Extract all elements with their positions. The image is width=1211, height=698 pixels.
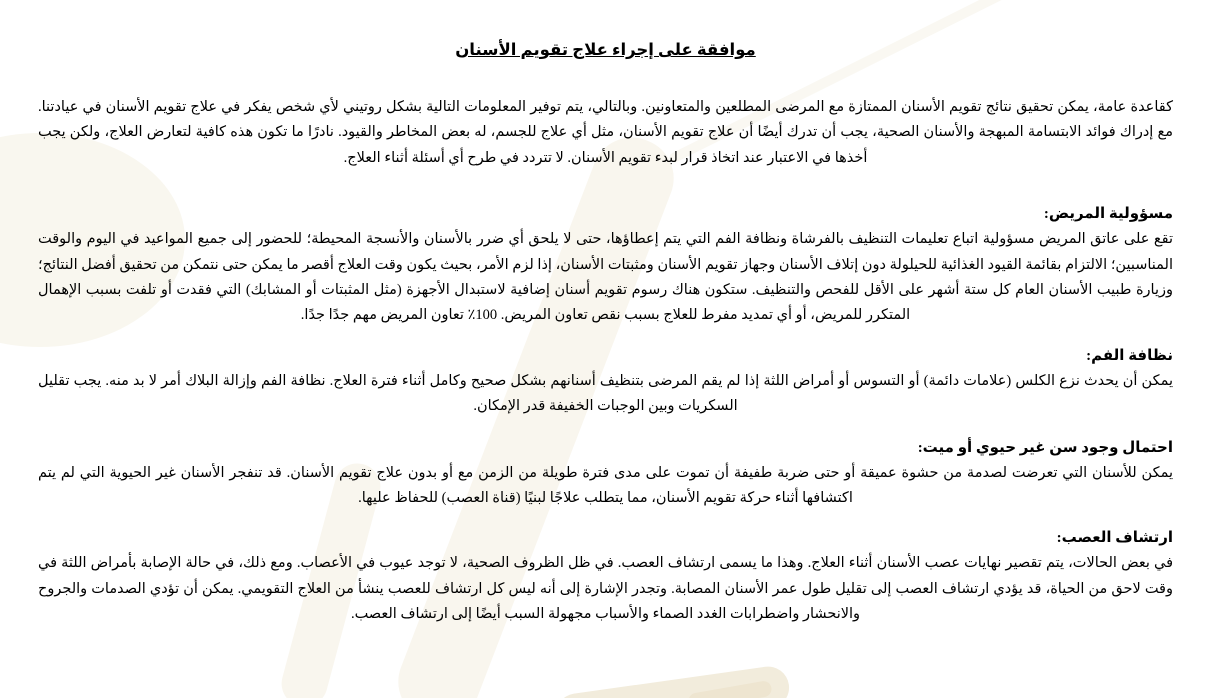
section-non-vital-tooth: [38, 436, 1173, 512]
section-heading-nerve-resorption: ارتشاف العصب:: [1056, 530, 1173, 547]
section-heading-oral-hygiene: نظافة الفم:: [1086, 347, 1173, 364]
section-heading-non-vital-tooth: احتمال وجود سن غير حيوي أو ميت:: [917, 439, 1173, 456]
section-body-oral-hygiene: يمكن أن يحدث نزع الكلس (علامات دائمة) أو التسوس أو أمراض اللثة إذا لم يقم المرضى بتنظيف أسنانهم بشكل صحيح وكامل أثناء فترة العلاج. نظافة الفم وإزالة البلاك أمر لا بد منه. يجب تقليل السكريات وبين الوجبات الخفيفة قدر الإمكان.: [38, 372, 1173, 415]
section-nerve-resorption: [38, 526, 1173, 627]
section-body-nerve-resorption: في بعض الحالات، يتم تقصير نهايات عصب الأسنان أثناء العلاج. وهذا ما يسمى ارتشاف العصب. في ظل الظروف الصحية، لا توجد عيوب في الأعصاب. ومع ذلك، في حالة الإصابة بأمراض اللثة في وقت لاحق من الحياة، قد يؤدي ارتشاف العصب إلى تقليل طول عمر الأسنان المصابة. وتجدر الإشارة إلى أنه ليس كل ارتشاف للعصب ينشأ من العلاج التقويمي. يمكن أن تؤدي الصدمات والجروح والانحشار واضطرابات الغدد الصماء والأسباب مجهولة السبب أيضًا إلى ارتشاف العصب.: [38, 555, 1173, 623]
document-title: موافقة على إجراء علاج تقويم الأسنان: [455, 40, 756, 59]
section-oral-hygiene: [38, 344, 1173, 420]
intro-paragraph: كقاعدة عامة، يمكن تحقيق نتائج تقويم الأسنان الممتازة مع المرضى المطلعين والمتعاونين. وبالتالي، يتم توفير المعلومات التالية بشكل روتيني لأي شخص يفكر في علاج تقويم الأسنان في عيادتنا. مع إدراك فوائد الابتسامة المبهجة والأسنان الصحية، يجب أن تدرك أيضًا أن علاج تقويم الأسنان، مثل أي علاج للجسم، له بعض المخاطر والقيود. نادرًا ما تكون هذه كافية لتعارض العلاج، ولكن يجب أخذها في الاعتبار عند اتخاذ قرار لبدء تقويم الأسنان. لا تتردد في طرح أي أسئلة أثناء العلاج.: [38, 99, 1173, 166]
section-body-patient-responsibility: تقع على عاتق المريض مسؤولية اتباع تعليمات التنظيف بالفرشاة ونظافة الفم التي يتم إعطاؤها، حتى لا يلحق أي ضرر بالأسنان والأنسجة المحيطة؛ للحضور إلى جميع المواعيد في اليوم والوقت المناسبين؛ الالتزام بقائمة القيود الغذائية للحيلولة دون إتلاف الأسنان وجهاز تقويم الأسنان ومثبتات الأسنان، إذا لزم الأمر، بحيث يكون وقت العلاج أقصر ما يمكن حتى نتمكن من تحقيق أفضل النتائج؛ وزيارة طبيب الأسنان العام كل ستة أشهر على الأقل للفحص والتنظيف. ستكون هناك رسوم تقويم أسنان إضافية لاستبدال الأجهزة (مثل المثبتات أو المشابك) التي فقدت أو تلفت بسبب الإهمال المتكرر للمريض، أو أي تمديد مفرط للعلاج بسبب نقص تعاون المريض. 100٪ تعاون المريض مهم جدًا جدًا.: [38, 231, 1173, 324]
section-patient-responsibility: [38, 202, 1173, 329]
section-heading-patient-responsibility: مسؤولية المريض:: [1043, 206, 1173, 223]
section-body-non-vital-tooth: يمكن للأسنان التي تعرضت لصدمة من حشوة عميقة أو حتى ضربة طفيفة أن تموت على مدى فترة طويلة من الزمن مع أو بدون علاج تقويم الأسنان. قد تنفجر الأسنان غير الحيوية التي لم يتم اكتشافها أثناء حركة تقويم الأسنان، مما يتطلب علاجًا لبنيًا (قناة العصب) للحفاظ عليها.: [38, 464, 1173, 507]
